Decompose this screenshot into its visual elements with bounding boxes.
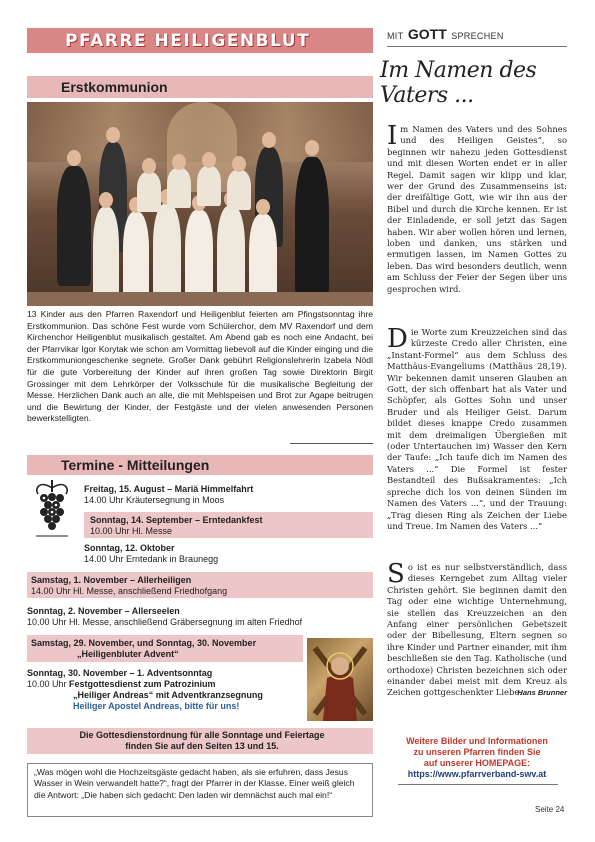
gottesdienst-notice <box>27 728 373 754</box>
article-paragraph-3 <box>387 559 567 699</box>
termin-7-sub2: „Heiliger Andreas“ mit Adventkranzsegnung <box>73 690 263 700</box>
saint-andrew-painting <box>307 638 373 721</box>
article-p1-text: m Namen des Vaters und des Sohnes und des Heiligen Geistes“, so beginnen wir nahezu jeden Gottesdienst und mit diesen Worten endet er in aller Regel. Damit sagen wir klipp und klar, wer der Grund des Zusammenseins ist: der dreifältige Gott, wie wir ihn aus der Bibel und durch die Kirche kennen. Er ist der Einladende, er soll jetzt das Sagen haben. Wir aber wollen hören und lernen, loben und danken, uns stärken und ermutigen lassen, im Namen Gottes zu leben. Das wird besonders deutlich, wenn am Schluss der Feier der Segen über uns gesprochen wird. <box>387 124 567 294</box>
homepage-promo <box>387 736 567 780</box>
termin-3 <box>84 543 218 565</box>
promo-line-1: Weitere Bilder und Informationen <box>406 736 548 746</box>
erstkommunion-photo <box>27 102 373 306</box>
erstkommunion-header <box>27 76 373 98</box>
termin-2 <box>90 515 263 537</box>
page-number: Seite 24 <box>535 805 565 814</box>
article-author: Hans Brunner <box>517 688 567 697</box>
erstkommunion-caption: 13 Kinder aus den Pfarren Raxendorf und Heiligenblut feierten am Pfingstsonntag ihre Erstkommunion. Das schöne Fest wurde vom Schülerchor, dem MV Raxendorf und dem Kirchenchor Heiligenblut musikalisch gestaltet. Am Abend gab es noch eine Andacht, bei der Pfarrvikar Igor Korytak wie schon am Vormittag liebevoll auf die Kinder einging und die Erstkommuniongeschenke segnete. Großer Dank gebührt Religionslehrerin Izabela Nödl für die gute Vorbereitung der Kinder auf ihren großen Tag sowie Direktorin Birgit Grossinger mit dem Lehrkörper der Volksschule für die musikalische Begleitung der Messe. Herzlichen Dank auch an alle, die mit Mehlspeisen und Brot zur Agape beitrugen und die Bewirtung der Kinder, der Festgäste und der vielen anwesenden Personen bewerkstelligten. <box>27 309 373 424</box>
dropcap-3: S <box>387 559 405 589</box>
termin-4 <box>31 575 227 597</box>
termin-5 <box>27 606 302 628</box>
termin-1-head: Freitag, 15. August – Mariä Himmelfahrt <box>84 484 254 494</box>
homepage-link[interactable]: https://www.pfarrverband-swv.at <box>407 769 547 779</box>
termin-7-sub2-wrap <box>27 690 263 700</box>
promo-line-3: auf unserer HOMEPAGE: <box>423 758 531 768</box>
termin-1-sub: 14.00 Uhr Kräutersegnung in Moos <box>84 495 225 505</box>
grapes-icon <box>30 478 74 544</box>
banner-title: PFARRE HEILIGENBLUT <box>65 31 311 51</box>
termin-2-head: Sonntag, 14. September – Erntedankfest <box>90 515 263 525</box>
article-paragraph-2 <box>387 324 567 532</box>
article-script-title: Im Namen des Vaters ... <box>380 58 537 108</box>
termine-title: Termine - Mitteilungen <box>61 457 210 473</box>
column-header-sprechen: SPRECHEN <box>451 31 504 41</box>
termin-2-sub: 10.00 Uhr Hl. Messe <box>90 526 173 536</box>
article-p3-text: o ist es nur selbstverständlich, dass dieses Kerngebet zum Alltag vieler Christen gehört. Sie beginnen damit den Tag oder eine wichtige Unternehmung, sie stellen das Kreuzzeichen an den Anfang einer persönlichen Gebetszeit oder der Bibellesung, Eltern segnen so ihre Kinder und Partner einander, mit ihm beschließen sie den Tag. Katholische (und orthodoxe) Christen bezeichnen sich oder einander dabei meist mit dem Kreuz als Zeichen gottgeschenkter Liebe. <box>387 562 567 698</box>
erstkommunion-title: Erstkommunion <box>61 79 168 95</box>
termin-1 <box>84 484 253 506</box>
termin-4-head: Samstag, 1. November – Allerheiligen <box>31 575 192 585</box>
column-header-rule <box>387 46 567 47</box>
termin-5-sub: 10.00 Uhr Hl. Messe, anschließend Gräbersegnung im alten Friedhof <box>27 617 303 627</box>
joke-box: „Was mögen wohl die Hochzeitsgäste gedacht haben, als sie erfuhren, dass Jesus Wasser in Wein verwandelt hatte?“, fragt der Pfarrer in der Klasse. Einer weiß gleich die Antwort: „Die haben sich gedacht: Den laden wir demnächst auch mal ein!“ <box>27 763 373 817</box>
termin-3-head: Sonntag, 12. Oktober <box>84 543 175 553</box>
promo-underline <box>398 784 558 785</box>
termin-6-sub: „Heiligenbluter Advent“ <box>77 649 179 659</box>
promo-line-2: zu unseren Pfarren finden Sie <box>413 747 541 757</box>
termin-7-sub3: Heiliger Apostel Andreas, bitte für uns! <box>73 701 240 711</box>
dropcap-1: I <box>387 121 398 151</box>
termin-4-sub: 14.00 Uhr Hl. Messe, anschließend Friedhofgang <box>31 586 228 596</box>
termin-7-sub-prefix: 10.00 Uhr <box>27 679 70 689</box>
article-paragraph-1 <box>387 121 567 295</box>
termine-header <box>27 455 373 475</box>
termin-6 <box>31 638 256 660</box>
column-header <box>387 26 567 44</box>
column-header-mit: MIT <box>387 31 404 41</box>
termin-6-head: Samstag, 29. November, und Sonntag, 30. November <box>31 638 257 648</box>
dropcap-2: D <box>387 324 408 354</box>
column-header-gott: GOTT <box>407 26 447 42</box>
page-banner <box>27 28 373 53</box>
termin-7-head: Sonntag, 30. November – 1. Adventsonntag <box>27 668 213 678</box>
caption-rule <box>290 443 373 444</box>
termin-7-sub: Festgottesdienst zum Patrozinium <box>69 679 216 689</box>
termin-5-head: Sonntag, 2. November – Allerseelen <box>27 606 180 616</box>
article-p2-text: ie Worte zum Kreuzzeichen sind das kürzeste Credo aller Christen, eine „Instant-Formel“ aus dem Schluss des Matthäus-Evangeliums (Matthäus 28,19). Wir bekennen damit unseren Glauben an Gott, der sich offenbart hat als Vater und Schöpfer, als Gottes Sohn und unser Bruder und als Heiliger Geist. Darum bildet dieses knappe Credo zusammen mit dem dreimaligen Übergießen mit (oder Untertauchen im) Wasser den Kern der Taufe: „Ich taufe dich im Namen des Vaters ...“ Die Formel ist fester Bestandteil des Bußsakramentes: „Ich spreche dich los von deinen Sünden im Namen des Vaters ...“, und der Trauung: „Trag diesen Ring als Zeichen der Liebe und Treue. Im Namen des Vaters ...“ <box>387 327 567 531</box>
termin-7 <box>27 668 263 712</box>
gottesdienst-notice-text: Die Gottesdienstordnung für alle Sonntage und Feiertage finden Sie auf den Seiten 13 und 15. <box>79 730 325 751</box>
termin-3-sub: 14.00 Uhr Erntedank in Braunegg <box>84 554 219 564</box>
